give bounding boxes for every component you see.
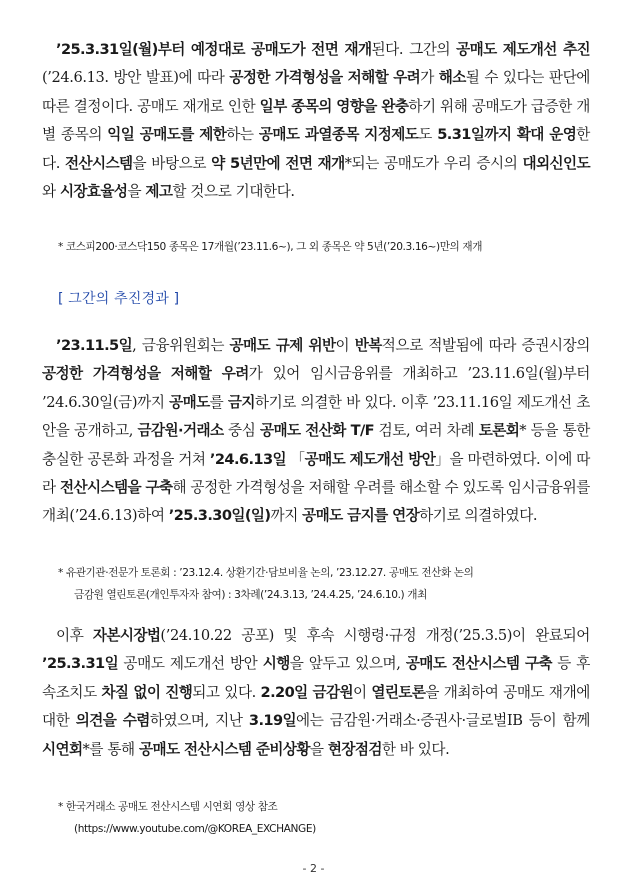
body-text: 와 — [42, 183, 60, 201]
body-text: 이 — [335, 337, 355, 354]
footnote-resumption-period — [58, 236, 598, 258]
body-text: * 등을 통한 충실한 공론화 과정을 거쳐 — [42, 422, 591, 468]
emphasized-text: 열린토론 — [371, 683, 426, 701]
body-text: 중심 — [223, 422, 260, 440]
emphasized-text: 대외신인도 — [522, 154, 590, 172]
emphasized-text: 공매도 금지를 연장 — [302, 507, 420, 525]
body-text: 이후 — [56, 627, 93, 644]
body-text: 공매도 제도개선 방안 — [118, 655, 263, 673]
body-text: 까지 — [270, 507, 303, 525]
body-text: 하기로 의결하였다. — [419, 507, 538, 525]
body-text: 하였으며, 지난 — [149, 712, 249, 730]
emphasized-text: 2.20일 금감원 — [260, 683, 354, 701]
body-text: 등 후속조치도 — [42, 655, 590, 701]
emphasized-text: ’25.3.31일(월)부터 예정대로 공매도가 전면 재개 — [56, 41, 372, 58]
footnote-text: * 한국거래소 공매도 전산시스템 시연회 영상 참조 — [58, 801, 278, 813]
emphasized-text: 익일 공매도를 제한 — [107, 126, 227, 144]
body-text: 」을 마련하였다. 이에 따라 — [42, 450, 590, 497]
body-text: 을 개최하여 공매도 재개에 대한 — [42, 683, 590, 730]
body-text: 을 — [127, 183, 146, 201]
body-text: 할 것으로 기대한다. — [172, 183, 295, 201]
body-text: (’24.10.22 공포) 및 후속 시행령·규정 개정(’25.3.5)이 완료되어 — [160, 627, 590, 644]
emphasized-text: 공매도 과열종목 지정제도 — [258, 126, 419, 144]
emphasized-text: 3.19일 — [248, 712, 297, 730]
footnote-link-text: (https://www.youtube.com/@KOREA_EXCHANGE) — [74, 823, 316, 835]
paragraph-follow-up-measures — [42, 622, 590, 764]
emphasized-text: 토론회 — [478, 422, 520, 440]
body-text: 해 공정한 가격형성을 저해할 우려를 해소할 수 있도록 임시금융위를 개최(’24.6.13)하여 — [42, 479, 590, 525]
paragraph-resumption-decision — [42, 36, 590, 206]
body-text: , 금융위원회는 — [132, 337, 230, 354]
emphasized-text: ’25.3.31일 — [42, 655, 119, 673]
emphasized-text: 공매도 전산시스템 구축 — [405, 655, 552, 673]
emphasized-text: 공매도 규제 위반 — [229, 337, 336, 354]
emphasized-text: 현장점검 — [327, 740, 382, 758]
emphasized-text: 공정한 가격형성을 저해할 우려 — [229, 69, 421, 87]
body-text: 을 — [309, 740, 328, 758]
footnote-text-continued: 금감원 열린토론(개인투자자 참여) : 3차례(’24.3.13, ’24.4.25, ’24.6.10.) 개최 — [74, 589, 427, 601]
footnote-text: * 코스피200·코스닥150 종목은 17개월(’23.11.6~), 그 외 종목은 약 5년(’20.3.16~)만의 재개 — [58, 241, 483, 253]
emphasized-text: 해소 — [438, 69, 466, 87]
body-text: 가 있어 임시금융위를 개최하고 ’23.11.6일(월)부터 ’24.6.30일(금)까지 — [42, 365, 590, 411]
body-text: 를 — [209, 393, 228, 411]
body-text: 을 바탕으로 — [132, 154, 212, 172]
emphasized-text: ’25.3.30일(일) — [168, 507, 271, 525]
emphasized-text: 시장효율성 — [59, 183, 128, 201]
body-text: 하기로 의결한 바 있다. 이후 ’23.11.16일 제도개선 초안을 공개하고, — [42, 393, 590, 440]
emphasized-text: 공매도 — [169, 393, 210, 411]
emphasized-text: 공매도 전산시스템 준비상황 — [138, 740, 310, 758]
emphasized-text: 금감원·거래소 — [137, 422, 224, 440]
body-text: 하는 — [226, 126, 259, 144]
body-text: 을 앞두고 있으며, — [289, 655, 406, 673]
body-text: 가 — [420, 69, 439, 87]
body-text: 검토, 여러 차례 — [374, 422, 479, 440]
emphasized-text: 공매도 제도개선 추진 — [456, 41, 590, 58]
emphasized-text: 약 5년만에 전면 재개 — [211, 154, 345, 172]
emphasized-text: 차질 없이 진행 — [101, 683, 193, 701]
emphasized-text: 제고 — [145, 183, 173, 201]
body-text: 이 — [353, 683, 372, 701]
emphasized-text: 5.31일까지 확대 운영 — [437, 126, 577, 144]
emphasized-text: 시행 — [262, 655, 290, 673]
page-number: - 2 - — [302, 862, 325, 875]
body-text: 적으로 적발됨에 따라 증권시장의 — [381, 337, 591, 354]
emphasized-text: 일부 종목의 영향을 완충 — [259, 97, 409, 115]
emphasized-text: 자본시장법 — [92, 627, 161, 644]
emphasized-text: 반복 — [354, 337, 382, 354]
footnote-demo-video — [58, 796, 598, 840]
emphasized-text: 공매도 제도개선 방안 — [304, 450, 436, 468]
body-text: *를 통해 — [82, 740, 139, 758]
emphasized-text: ’24.6.13일 — [209, 450, 287, 468]
footnote-text: * 유관기관·전문가 토론회 : ’23.12.4. 상환기간·담보비율 논의, ’23.12.27. 공매도 전산화 논의 — [58, 567, 474, 579]
emphasized-text: 금지 — [227, 393, 255, 411]
body-text: (’24.6.13. 방안 발표)에 따라 — [42, 69, 230, 87]
body-text: 에는 금감원·거래소·증권사·글로벌IB 등이 함께 — [296, 712, 590, 730]
body-text: 된다. 그간의 — [371, 41, 457, 58]
body-text: 「 — [286, 450, 305, 468]
body-text: *되는 공매도가 우리 증시의 — [344, 154, 523, 172]
emphasized-text: 의견을 수렴 — [75, 712, 150, 730]
body-text: 한 바 있다. — [381, 740, 450, 758]
section-heading: [ 그간의 추진경과 ] — [58, 291, 180, 307]
emphasized-text: 시연회 — [42, 740, 83, 758]
paragraph-progress-history — [42, 332, 590, 531]
emphasized-text: 공정한 가격형성을 저해할 우려 — [42, 365, 249, 383]
emphasized-text: 공매도 전산화 T/F — [260, 422, 375, 440]
body-text: 되고 있다. — [192, 683, 261, 701]
emphasized-text: 전산시스템 — [65, 154, 133, 172]
emphasized-text: ’23.11.5일 — [56, 337, 133, 354]
body-text: 될 수 있다는 판단에 따른 결정이다. 공매도 재개로 인한 — [42, 69, 590, 115]
body-text: 도 — [418, 126, 438, 144]
body-text: 하기 위해 공매도가 급증한 개별 종목의 — [42, 97, 591, 144]
body-text: 한다. — [42, 126, 590, 172]
footnote-debates — [58, 562, 598, 606]
emphasized-text: 전산시스템을 구축 — [59, 479, 173, 497]
